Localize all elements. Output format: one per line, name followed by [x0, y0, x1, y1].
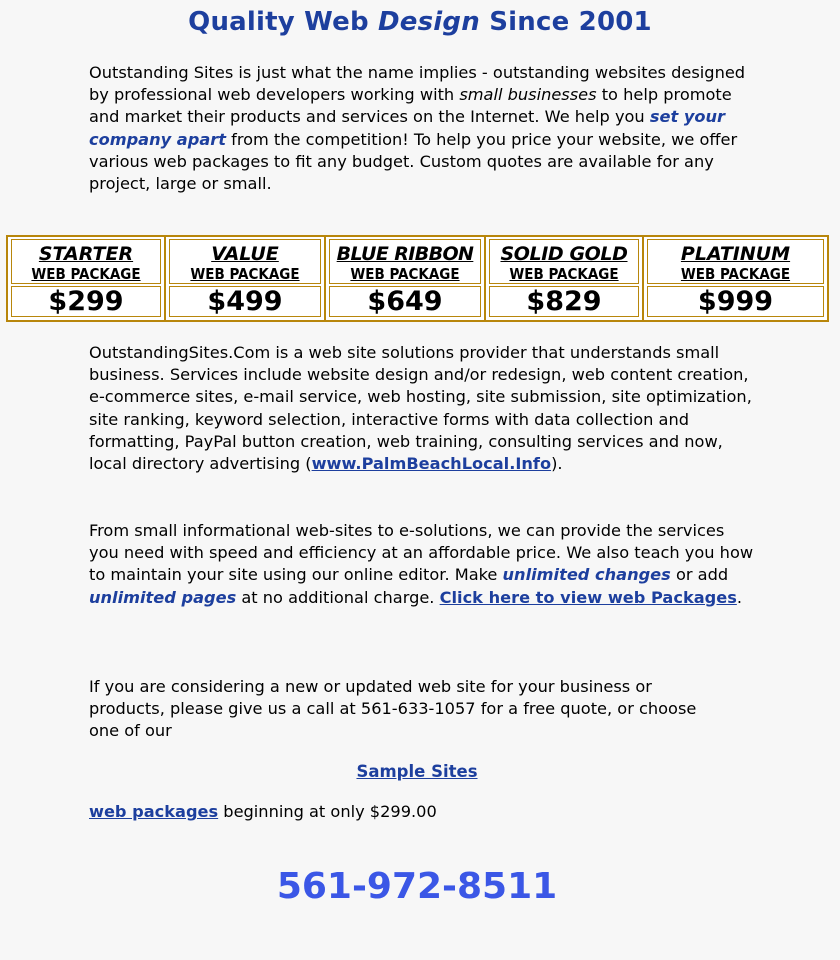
package-name: SOLID GOLD [500, 243, 628, 265]
package-price: $999 [647, 286, 824, 317]
package-table [6, 235, 829, 322]
view-packages-link[interactable]: Click here to view web Packages [439, 587, 737, 607]
package-starter[interactable] [8, 237, 166, 320]
web-packages-line: web packages beginning at only $299.00 [89, 802, 437, 821]
web-packages-link[interactable]: web packages [89, 802, 219, 821]
phone-number: 561-972-8511 [276, 866, 558, 907]
package-price: $499 [169, 286, 321, 317]
package-price: $829 [489, 286, 639, 317]
package-blue-ribbon[interactable] [326, 237, 486, 320]
unlimited-changes-text: unlimited changes [502, 565, 671, 585]
package-name: VALUE [211, 243, 279, 265]
title-emphasis: Design [378, 7, 480, 37]
package-price: $649 [329, 286, 481, 317]
sample-sites-link[interactable]: Sample Sites [356, 762, 478, 781]
package-sub: WEB PACKAGE [680, 265, 791, 283]
package-name: STARTER [38, 243, 134, 265]
services-paragraph: OutstandingSites.Com is a web site solutions provider that understands small business. Services include website design and/or redesign, web content creation, e-commerce sites, e-mail service, web hosting, site submission, site optimization, site ranking, keyword selection, interactive forms with data collection and formatting, PayPal button creation, web training, consulting services and now, local directory advertising (www.PalmBeachLocal.Info). [89, 343, 752, 474]
package-platinum[interactable] [644, 237, 827, 320]
package-price: $299 [11, 286, 161, 317]
package-sub: WEB PACKAGE [509, 265, 619, 283]
page-title: Quality Web Design Since 2001 [188, 7, 652, 37]
package-solid-gold[interactable] [486, 237, 644, 320]
package-sub: WEB PACKAGE [31, 265, 141, 283]
sample-sites-row [0, 762, 834, 781]
package-sub: WEB PACKAGE [190, 265, 300, 283]
contact-paragraph: If you are considering a new or updated web site for your business or products, please give us a call at 561-633-1057 for a free quote, or choose one of our [89, 677, 697, 741]
package-name: BLUE RIBBON [336, 243, 474, 265]
palmbeachlocal-link[interactable]: www.PalmBeachLocal.Info [311, 454, 552, 474]
highlight-text: set your company apart [89, 107, 726, 149]
package-name: PLATINUM [680, 243, 791, 265]
package-sub: WEB PACKAGE [350, 265, 460, 283]
package-value[interactable] [166, 237, 326, 320]
intro-paragraph: Outstanding Sites is just what the name implies - outstanding websites designed by professional web developers working with small businesses to help promote and market their products and services on the Internet. We help you set your company apart from the competition! To help you price your website, we offer various web packages to fit any budget. Custom quotes are available for any project, large or small. [89, 63, 746, 194]
unlimited-pages-text: unlimited pages [89, 587, 237, 607]
solutions-paragraph: From small informational web-sites to e-solutions, we can provide the services you need with speed and efficiency at an affordable price. We also teach you how to maintain your site using our online editor. Make unlimited changes or add unlimited pages at no additional charge. Click here to view web Packages. [89, 521, 754, 607]
